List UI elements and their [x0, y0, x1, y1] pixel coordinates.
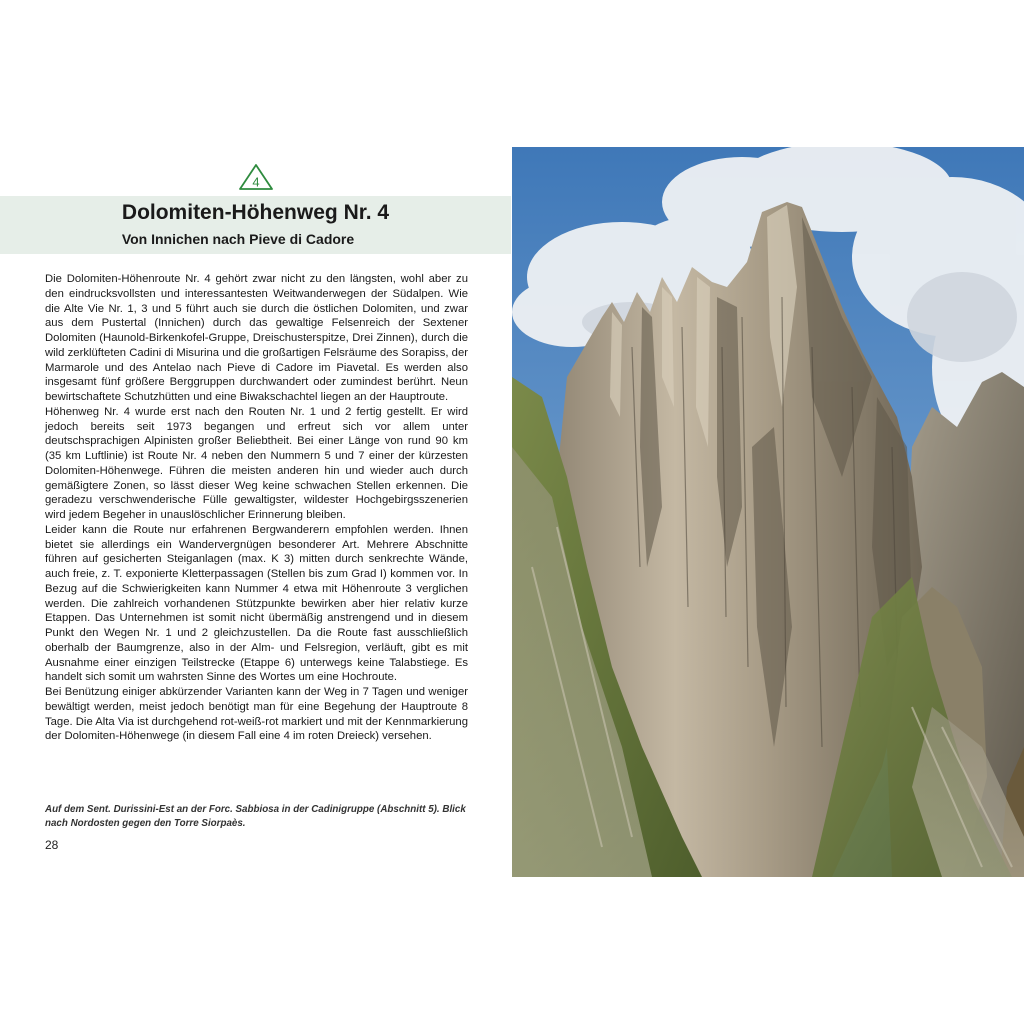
mountain-photo	[512, 147, 1024, 877]
paragraph: Bei Benützung einiger abkürzender Varianten kann der Weg in 7 Tagen und weniger bewältigt werden, meist jedoch benötigt man für eine Begehung der Hauptroute 8 Tage. Die Alta Via ist durchgehend rot-weiß-rot markiert und mit der Kennmarkierung der Dolomiten-Höhenwege (in diesem Fall eine 4 im roten Dreieck) versehen.	[45, 686, 468, 743]
page-title: Dolomiten-Höhenweg Nr. 4	[121, 201, 390, 224]
paragraph: Leider kann die Route nur erfahrenen Bergwanderern empfohlen werden. Ihnen bietet sie allerdings ein Wandervergnügen besonderer Art. Mehrere Abschnitte führen auf gesicherten Steiganlagen (max. K 3) mitten durch senkrechte Wände, auch freie, z. T. exponierte Kletterpassagen (Stellen bis zum Grad I) kommen vor. In Bezug auf die Schwierigkeiten kann Nummer 4 etwa mit Höhenroute 3 verglichen werden. Die zahlreich vorhandenen Stützpunkte bewirken aber hier relativ kurze Etappen. Das Unternehmen ist somit nicht übermäßig anstrengend und in diesem Punkt den Wegen Nr. 1 und 2 gleichzustellen. Da die Route fast ausschließlich oberhalb der Baumgrenze, also in der Alm- und Felsregion, verläuft, gibt es mit Ausnahme einer einzigen Teilstrecke (Etappe 6) unterwegs keine Talabstiege. Es handelt sich somit um wahrsten Sinne des Wortes um eine Hochroute.	[45, 523, 468, 684]
photo-caption: Auf dem Sent. Durissini-Est an der Forc. Sabbiosa in der Cadinigruppe (Abschnitt 5). Blick nach Nordosten gegen den Torre Siorpaès.	[45, 804, 466, 829]
route-number-triangle-icon	[238, 163, 274, 191]
paragraph: Höhenweg Nr. 4 wurde erst nach den Routen Nr. 1 und 2 fertig gestellt. Er wird jedoch bereits seit 1973 begangen und erfreut sich vor allem unter deutschsprachigen Alpinisten großer Beliebtheit. Bei einer Länge von rund 90 km (35 km Luftlinie) ist Route Nr. 4 neben den Nummern 5 und 7 einer der kürzesten Dolomiten-Höhenwege. Führen die meisten anderen hin und wieder auch durch gemäßigtere Zonen, so lässt dieser Weg keine schwachen Stellen erkennen. Die geradezu verschwenderische Fülle gewaltigster, wildester Hochgebirgsszenerien wird jedem Begeher in unauslöschlicher Erinnerung bleiben.	[45, 405, 468, 521]
page-subtitle: Von Innichen nach Pieve di Cadore	[121, 231, 355, 247]
route-number: 4	[252, 174, 260, 190]
body-text	[45, 272, 468, 744]
page-number: 28	[45, 838, 59, 852]
paragraph: Die Dolomiten-Höhenroute Nr. 4 gehört zwar nicht zu den längsten, wohl aber zu den eindrucksvollsten und interessantesten Weitwanderwegen der Südalpen. Wie die Alte Vie Nr. 1, 3 und 5 führt auch sie durch die östlichen Dolomiten, und zwar aus dem Pustertal (Innichen) durch das gewaltige Felsenreich der Sextener Dolomiten (Haunold-Birkenkofel-Gruppe, Dreischusterspitze, Drei Zinnen), durch die wild zerklüfteten Cadini di Misurina und die großartigen Felsräume des Sorapiss, der Marmarole und des Antelao nach Pieve di Cadore im Piavetal. Es werden also insgesamt fünf größere Berggruppen durchwandert oder zumindest berührt. Neun bewirtschaftete Schutzhütten und eine Biwakschachtel liegen an der Hauptroute.	[45, 273, 468, 403]
